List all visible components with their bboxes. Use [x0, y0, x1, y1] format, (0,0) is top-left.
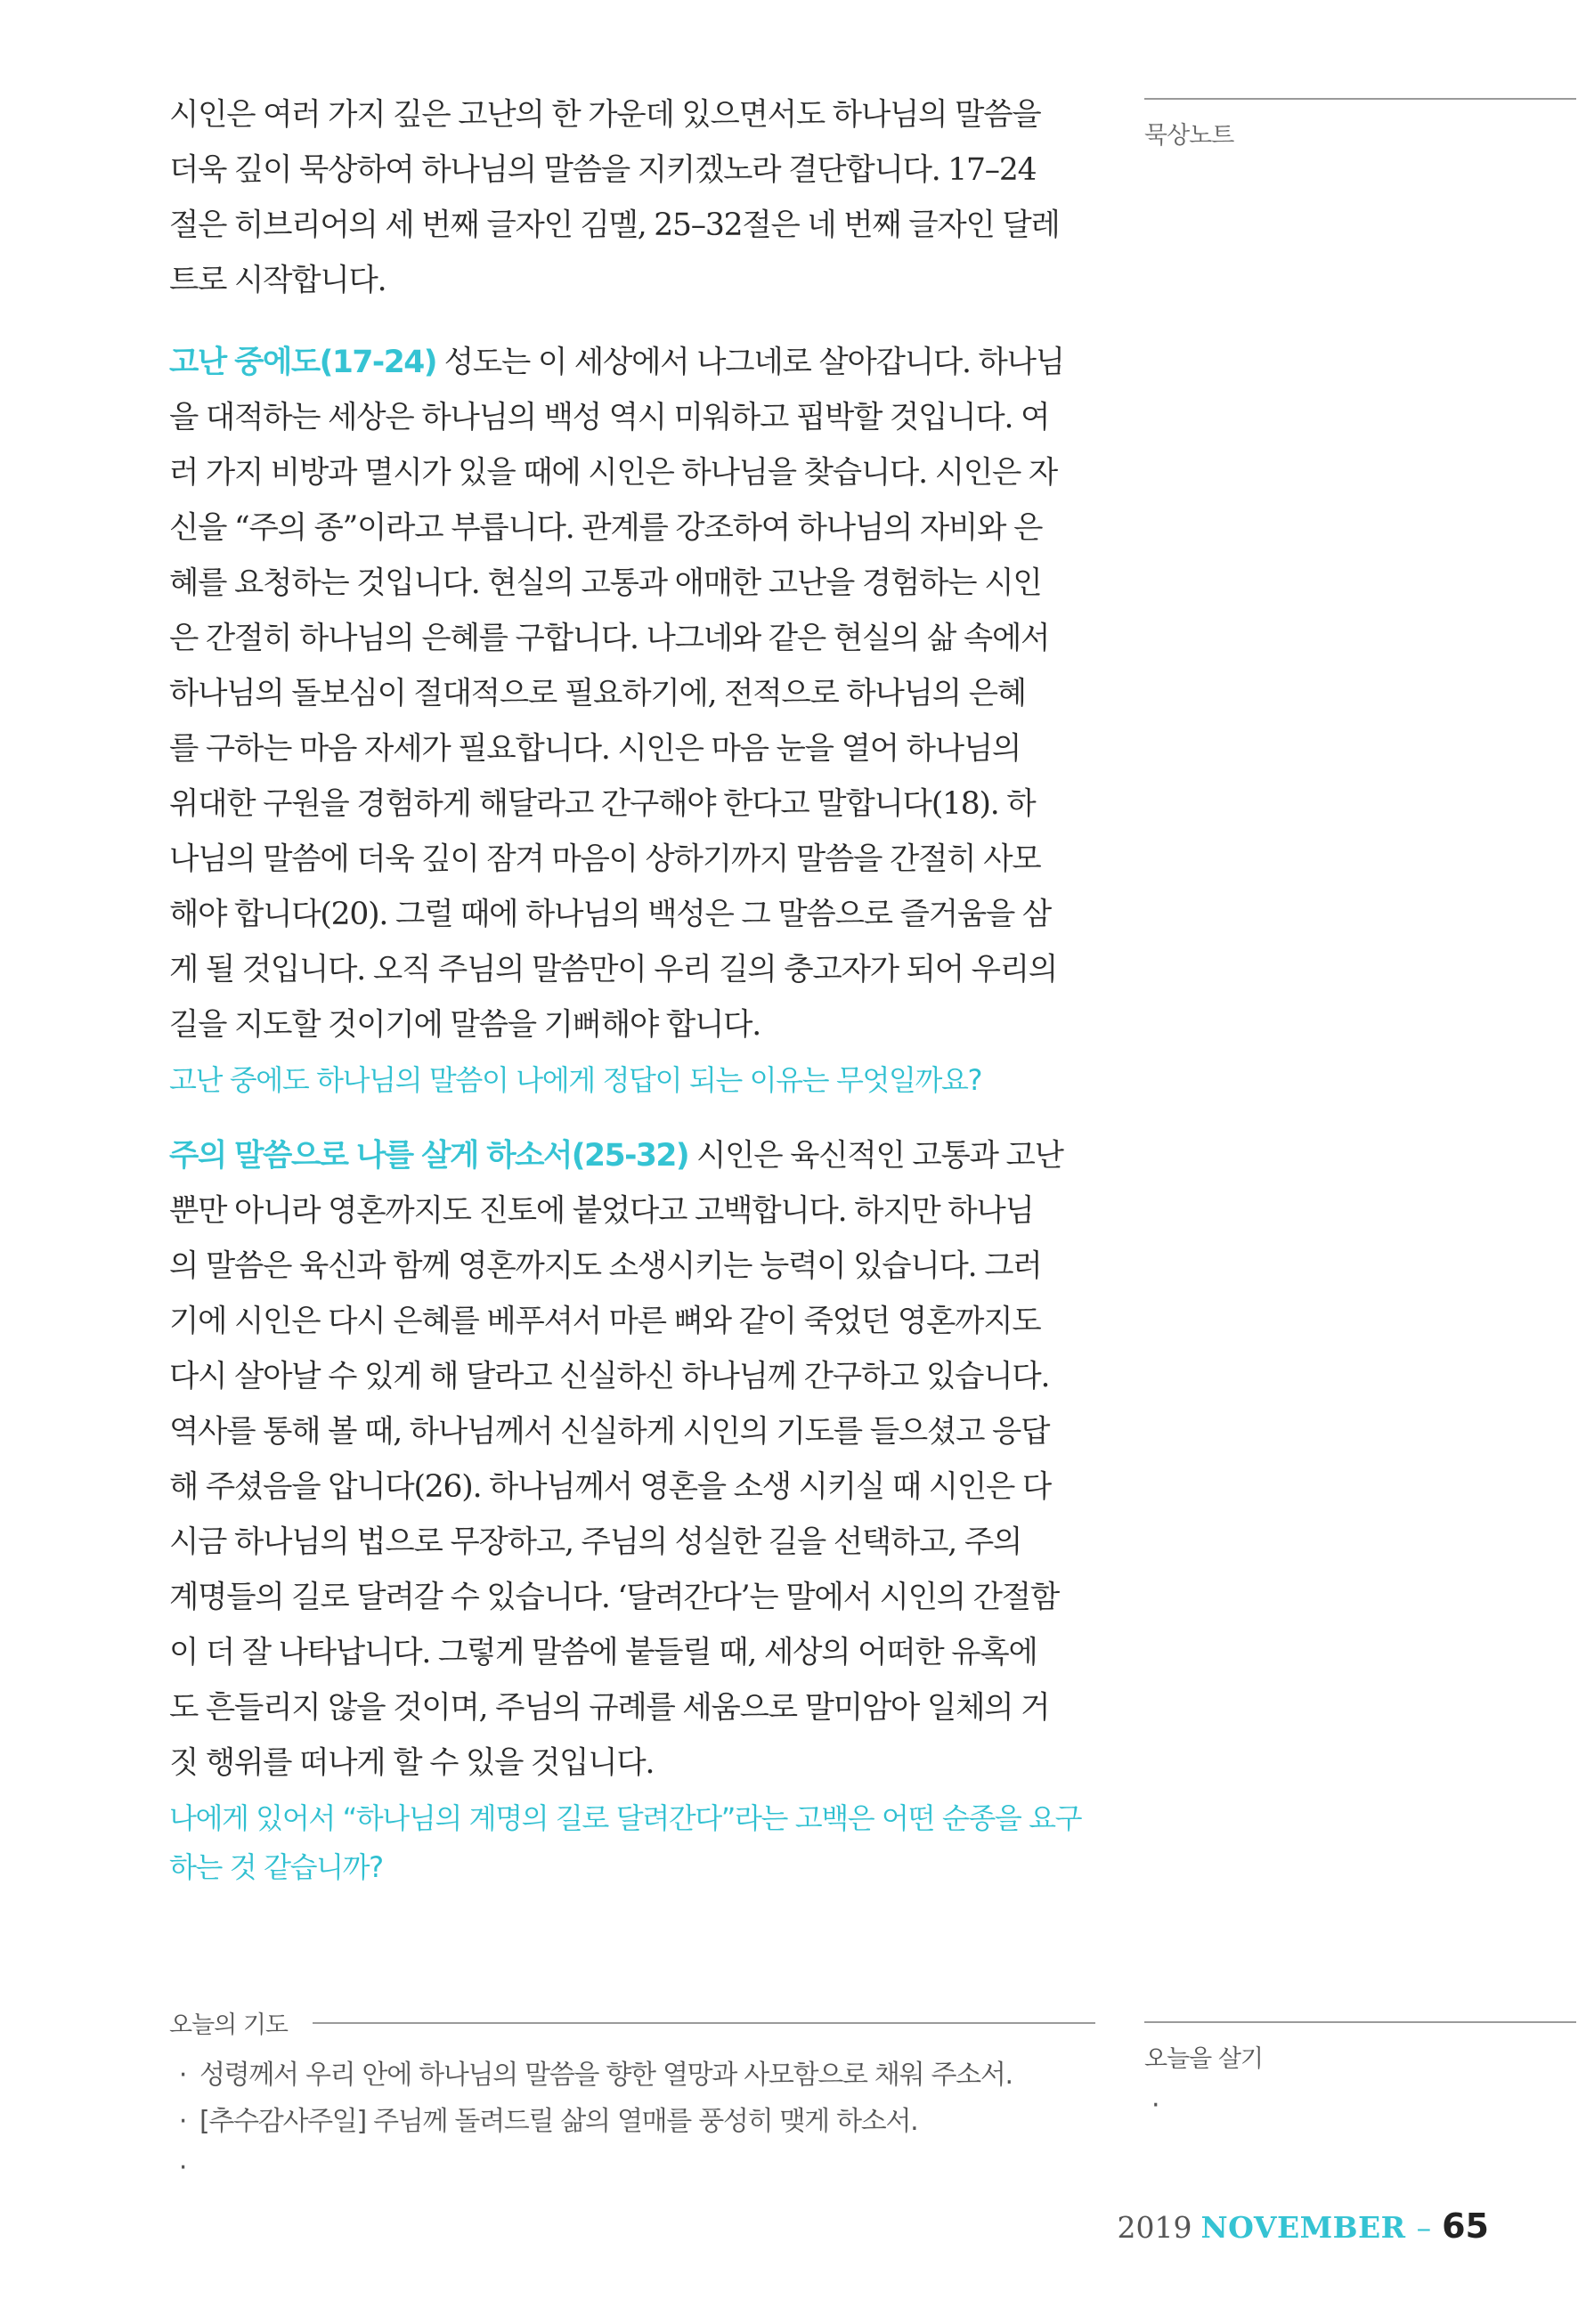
prayer-item-text: [추수감사주일] 주님께 돌려드릴 삶의 열매를 풍성히 맺게 하소서.	[199, 2106, 918, 2137]
side-note-divider	[1144, 98, 1576, 100]
section2-paragraph	[169, 1128, 1095, 1791]
bullet-dot-icon: ·	[178, 2060, 187, 2091]
footer-year: 2019	[1117, 2210, 1192, 2245]
today-divider	[1144, 2021, 1576, 2023]
main-column	[169, 87, 1095, 1892]
bullet-dot-icon: ·	[178, 2106, 187, 2137]
page-number: 65	[1442, 2206, 1489, 2246]
footer-month: NOVEMBER	[1200, 2210, 1406, 2245]
prayer-item	[169, 2145, 1095, 2191]
section2-body: 시인은 육신적인 고통과 고난 뿐만 아니라 영혼까지도 진토에 붙었다고 고백합니다. 하지만 하나님 의 말씀은 육신과 함께 영혼까지도 소생시키는 능력이 있습니다. 그러 기에 시인은 다시 은혜를 베푸셔서 마른 뼈와 같이 죽었던 영혼까지도 다시 살아날 수 있게 해 달라고 신실하신 하나님께 간구하고 있습니다. 역사를 통해 볼 때, 하나님께서 신실하게 시인의 기도를 들으셨고 응답 해 주셨음을 압니다(26). 하나님께서 영혼을 소생 시키실 때 시인은 다 시금 하나님의 법으로 무장하고, 주님의 성실한 길을 선택하고, 주의 계명들의 길로 달려갈 수 있습니다. ‘달려간다’는 말에서 시인의 간절함 이 더 잘 나타납니다. 그렇게 말씀에 붙들릴 때, 세상의 어떠한 유혹에 도 흔들리지 않을 것이며, 주님의 규례를 세움으로 말미암아 일체의 거 짓 행위를 떠나게 할 수 있을 것입니다.	[169, 1138, 1063, 1781]
section1-question: 고난 중에도 하나님의 말씀이 나에게 정답이 되는 이유는 무엇일까요?	[169, 1063, 982, 1097]
intro-paragraph: 시인은 여러 가지 깊은 고난의 한 가운데 있으면서도 하나님의 말씀을 더욱 깊이 묵상하여 하나님의 말씀을 지키겠노라 결단합니다. 17–24 절은 히브리어의 세 번째 글자인 김멜, 25–32절은 네 번째 글자인 달레 트로 시작합니다.	[169, 97, 1060, 298]
prayer-section	[169, 2005, 1095, 2191]
section1-paragraph	[169, 335, 1095, 1052]
page-footer	[1118, 2206, 1489, 2246]
prayer-list	[169, 2052, 1095, 2191]
section1-body: 성도는 이 세상에서 나그네로 살아갑니다. 하나님 을 대적하는 세상은 하나님의 백성 역시 미워하고 핍박할 것입니다. 여 러 가지 비방과 멸시가 있을 때에 시인은 하나님을 찾습니다. 시인은 자 신을 “주의 종”이라고 부릅니다. 관계를 강조하여 하나님의 자비와 은 혜를 요청하는 것입니다. 현실의 고통과 애매한 고난을 경험하는 시인 은 간절히 하나님의 은혜를 구합니다. 나그네와 같은 현실의 삶 속에서 하나님의 돌보심이 절대적으로 필요하기에, 전적으로 하나님의 은혜 를 구하는 마음 자세가 필요합니다. 시인은 마음 눈을 열어 하나님의 위대한 구원을 경험하게 해달라고 간구해야 한다고 말합니다(18). 하 나님의 말씀에 더욱 깊이 잠겨 마음이 상하기까지 말씀을 간절히 사모 해야 합니다(20). 그럴 때에 하나님의 백성은 그 말씀으로 즐거움을 삼 게 될 것입니다. 오직 주님의 말씀만이 우리 길의 충고자가 되어 우리의 길을 지도할 것이기에 말씀을 기뻐해야 합니다.	[169, 345, 1064, 1043]
prayer-divider	[313, 2022, 1095, 2024]
prayer-item	[169, 2099, 1095, 2145]
prayer-item-text: 성령께서 우리 안에 하나님의 말씀을 향한 열망과 사모함으로 채워 주소서.	[199, 2060, 1013, 2091]
prayer-header	[169, 2005, 1095, 2040]
section2-question: 나에게 있어서 “하나님의 계명의 길로 달려간다”라는 고백은 어떤 순종을 요구 하는 것 같습니까?	[169, 1801, 1082, 1884]
bullet-dot-icon: ·	[1151, 2090, 1160, 2121]
section1-heading: 고난 중에도(17-24)	[169, 345, 437, 380]
prayer-title: 오늘의 기도	[169, 2011, 288, 2039]
today-living-panel	[1144, 2021, 1576, 2121]
side-note-label: 묵상노트	[1144, 122, 1234, 150]
today-label: 오늘을 살기	[1144, 2045, 1263, 2073]
section2-heading: 주의 말씀으로 나를 살게 하소서(25-32)	[169, 1138, 689, 1174]
prayer-item	[169, 2052, 1095, 2099]
bullet-dot-icon: ·	[178, 2152, 187, 2183]
meditation-note-panel	[1144, 98, 1576, 150]
footer-dash: –	[1416, 2210, 1432, 2245]
